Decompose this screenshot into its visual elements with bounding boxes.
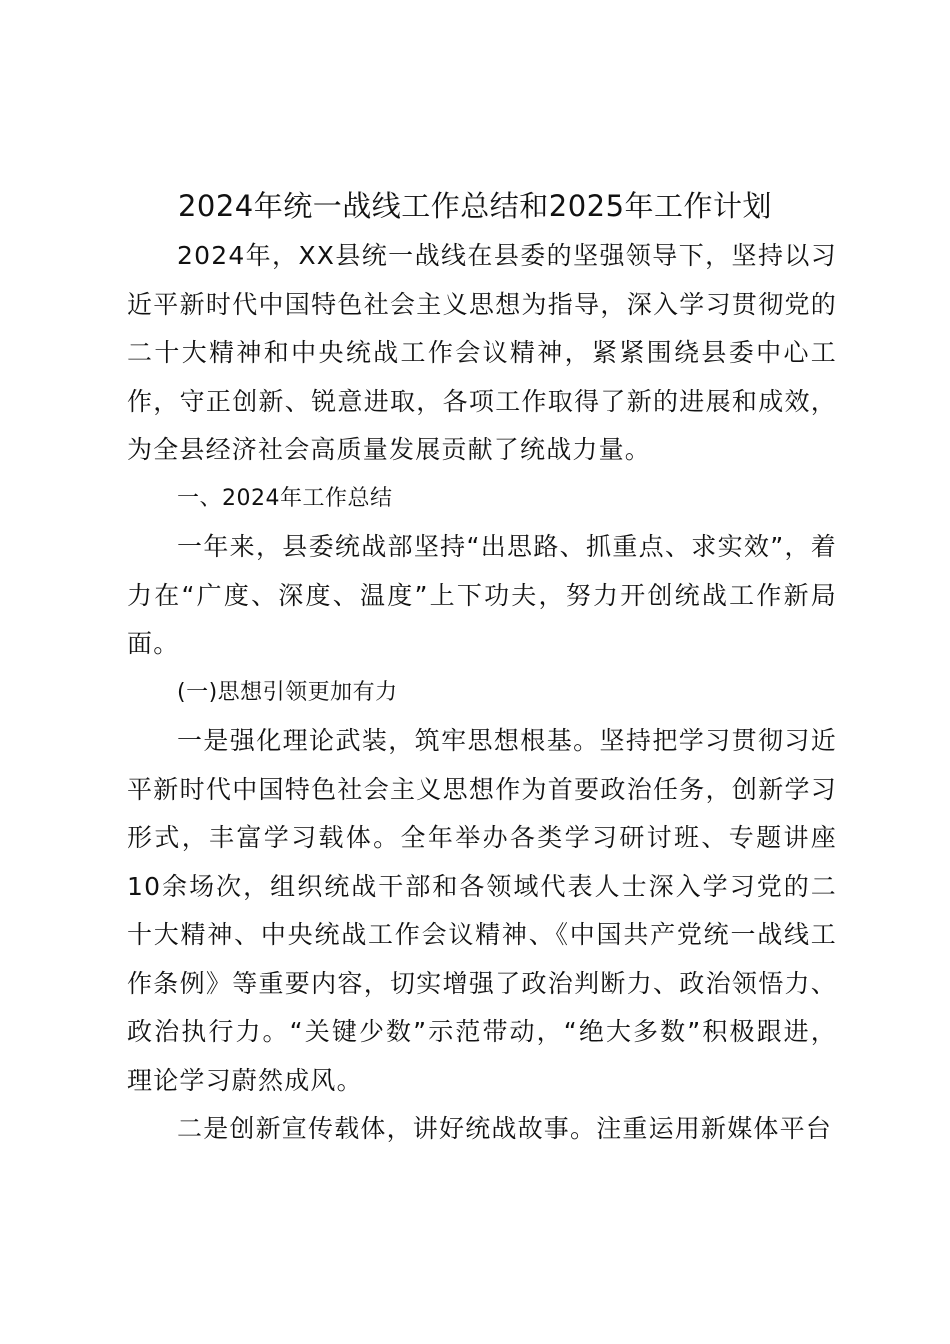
point-one-paragraph: 一是强化理论武装，筑牢思想根基。坚持把学习贯彻习近平新时代中国特色社会主义思想作为首要政治任务，创新学习形式，丰富学习载体。全年举办各类学习研讨班、专题讲座10余场次，组织统战干部和各领域代表人士深入学习党的二十大精神、中央统战工作会议精神、《中国共产党统一战线工作条例》等重要内容，切实增强了政治判断力、政治领悟力、政治执行力。“关键少数”示范带动，“绝大多数”积极跟进，理论学习蔚然成风。 [127,726,837,1095]
point-two-paragraph: 二是创新宣传载体，讲好统战故事。注重运用新媒体平台 [177,1114,833,1143]
subsection-heading: (一)思想引领更加有力 [177,679,398,705]
document-title: 2024年统一战线工作总结和2025年工作计划 [177,189,773,223]
section-heading: 一、2024年工作总结 [177,485,393,511]
section-intro-paragraph: 一年来，县委统战部坚持“出思路、抓重点、求实效”，着力在“广度、深度、温度”上下功夫，努力开创统战工作新局面。 [127,532,837,658]
intro-paragraph: 2024年，XX县统一战线在县委的坚强领导下，坚持以习近平新时代中国特色社会主义思想为指导，深入学习贯彻党的二十大精神和中央统战工作会议精神，紧紧围绕县委中心工作，守正创新、锐意进取，各项工作取得了新的进展和成效，为全县经济社会高质量发展贡献了统战力量。 [127,241,837,464]
document-body [127,232,837,1154]
